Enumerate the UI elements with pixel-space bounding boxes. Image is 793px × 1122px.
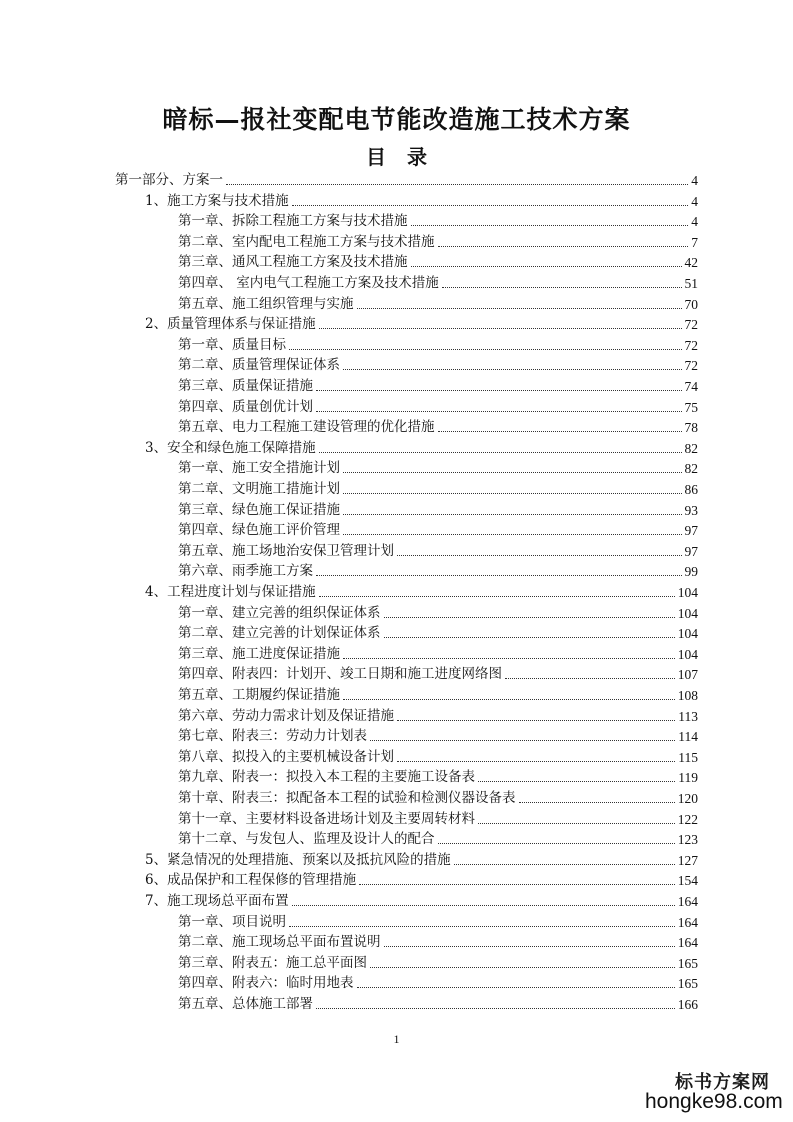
toc-entry-page: 86: [684, 482, 698, 497]
toc-entry-label: 第十二章、与发包人、监理及设计人的配合: [178, 831, 435, 848]
toc-leader-dots: [343, 493, 682, 494]
toc-entry-page: 104: [677, 605, 698, 621]
toc-entry[interactable]: [178, 662, 698, 683]
toc-entry[interactable]: [145, 868, 698, 889]
toc-leader-dots: [519, 802, 675, 803]
toc-entry-label: 第三章、通风工程施工方案及技术措施: [178, 254, 408, 271]
toc-leader-dots: [505, 678, 675, 679]
toc-entry[interactable]: [178, 601, 698, 622]
toc-entry-page: 123: [677, 832, 698, 848]
toc-leader-dots: [292, 205, 689, 206]
toc-entry-label: 第一章、项目说明: [178, 913, 286, 930]
toc-entry[interactable]: [178, 559, 698, 580]
toc-entry-page: 113: [678, 708, 698, 724]
toc-entry-label: 第一部分、方案一: [115, 172, 223, 188]
toc-leader-dots: [397, 720, 675, 721]
toc-entry-page: 154: [677, 873, 698, 889]
toc-entry-page: 115: [678, 749, 698, 765]
toc-entry-label: 第一章、施工安全措施计划: [178, 460, 340, 477]
toc-entry-label: 第一章、质量目标: [178, 336, 286, 353]
toc-leader-dots: [316, 411, 682, 412]
toc-entry[interactable]: [145, 580, 698, 601]
toc-entry-page: 104: [677, 626, 698, 642]
toc-leader-dots: [292, 905, 675, 906]
toc-leader-dots: [442, 287, 682, 288]
toc-leader-dots: [343, 472, 682, 473]
toc-entry-label: 第十一章、主要材料设备进场计划及主要周转材料: [178, 810, 475, 827]
toc-entry-label: 2、质量管理体系与保证措施: [145, 316, 316, 333]
toc-entry-page: 164: [677, 894, 698, 909]
toc-leader-dots: [454, 864, 675, 865]
toc-leader-dots: [397, 555, 682, 556]
toc-entry-label: 第八章、拟投入的主要机械设备计划: [178, 748, 394, 765]
toc-entry-page: 120: [677, 791, 698, 806]
toc-entry-label: 6、成品保护和工程保修的管理措施: [145, 872, 357, 889]
toc-leader-dots: [370, 740, 675, 741]
toc-entry-page: 82: [684, 440, 698, 456]
toc-leader-dots: [319, 328, 682, 329]
toc-entry-label: 第三章、质量保证措施: [178, 378, 313, 394]
toc-leader-dots: [319, 596, 675, 597]
toc-leader-dots: [411, 266, 682, 267]
toc-entry[interactable]: [145, 848, 698, 869]
toc-entry[interactable]: [178, 498, 698, 519]
toc-entry-label: 第三章、附表五：施工总平面图: [178, 954, 367, 971]
toc-leader-dots: [357, 308, 682, 309]
toc-leader-dots: [343, 658, 675, 659]
toc-entry-page: 70: [684, 296, 698, 312]
toc-entry-label: 4、工程进度计划与保证措施: [145, 584, 316, 600]
toc-entry[interactable]: [178, 910, 698, 931]
toc-leader-dots: [384, 617, 675, 618]
toc-leader-dots: [316, 390, 682, 391]
toc-entry[interactable]: [145, 312, 698, 333]
toc-entry-page: 165: [677, 955, 698, 971]
toc-entry-label: 第二章、施工现场总平面布置说明: [178, 934, 381, 951]
toc-entry-label: 第四章、绿色施工评价管理: [178, 522, 340, 539]
toc-entry-label: 第二章、室内配电工程施工方案与技术措施: [178, 233, 435, 250]
toc-entry-page: 104: [677, 646, 698, 662]
toc-entry-page: 78: [684, 420, 698, 436]
toc-entry-page: 166: [677, 997, 698, 1012]
toc-entry-label: 第四章、质量创优计划: [178, 398, 313, 415]
toc-entry-page: 122: [677, 811, 698, 827]
toc-entry[interactable]: [145, 436, 698, 457]
toc-entry-page: 72: [684, 337, 698, 353]
toc-entry[interactable]: [178, 333, 698, 354]
toc-entry-page: 114: [678, 729, 698, 745]
toc-entry[interactable]: [145, 889, 698, 910]
toc-entry-label: 第五章、施工组织管理与实施: [178, 295, 354, 312]
toc-entry-page: 82: [684, 461, 698, 477]
toc-leader-dots: [343, 699, 675, 700]
toc-entry-page: 164: [677, 914, 698, 930]
toc-entry-page: 119: [678, 770, 698, 786]
toc-leader-dots: [343, 369, 682, 370]
toc-entry-label: 第七章、附表三：劳动力计划表: [178, 728, 367, 745]
toc-entry[interactable]: [178, 642, 698, 663]
toc-entry-label: 第二章、质量管理保证体系: [178, 357, 340, 374]
toc-entry[interactable]: [178, 374, 698, 395]
toc-leader-dots: [357, 987, 675, 988]
toc-entry-page: 42: [684, 255, 698, 271]
toc-entry[interactable]: [178, 951, 698, 972]
toc-entry[interactable]: [178, 230, 698, 251]
toc-entry-page: 4: [691, 193, 698, 209]
toc-entry-label: 第一章、建立完善的组织保证体系: [178, 604, 381, 621]
toc-entry[interactable]: [178, 250, 698, 271]
toc-entry[interactable]: [178, 992, 698, 1013]
toc-entry[interactable]: [178, 415, 698, 436]
toc-leader-dots: [411, 225, 689, 226]
toc-entry-label: 第五章、电力工程施工建设管理的优化措施: [178, 419, 435, 436]
toc-leader-dots: [226, 184, 688, 185]
toc-entry-page: 51: [684, 276, 698, 291]
toc-entry[interactable]: [178, 807, 698, 828]
toc-entry-page: 99: [684, 564, 698, 580]
toc-entry-label: 5、紧急情况的处理措施、预案以及抵抗风险的措施: [145, 851, 451, 868]
toc-entry-label: 第二章、文明施工措施计划: [178, 481, 340, 497]
toc-leader-dots: [316, 575, 682, 576]
toc-entry-page: 97: [684, 523, 698, 539]
toc-entry-label: 第三章、施工进度保证措施: [178, 645, 340, 662]
toc-entry-page: 104: [677, 585, 698, 600]
toc-entry[interactable]: [178, 683, 698, 704]
toc-entry[interactable]: [178, 539, 698, 560]
toc-leader-dots: [478, 823, 675, 824]
toc-entry-label: 第一章、拆除工程施工方案与技术措施: [178, 213, 408, 230]
toc-leader-dots: [343, 534, 682, 535]
toc-entry[interactable]: [178, 518, 698, 539]
toc-leader-dots: [319, 452, 682, 453]
toc-leader-dots: [289, 926, 675, 927]
toc-entry-page: 72: [684, 358, 698, 374]
toc-leader-dots: [397, 761, 675, 762]
toc-entry-page: 93: [684, 502, 698, 518]
page-number: 1: [393, 1032, 400, 1046]
toc-leader-dots: [316, 1008, 675, 1009]
toc-entry-label: 第四章、 室内电气工程施工方案及技术措施: [178, 275, 439, 291]
toc-entry[interactable]: [178, 930, 698, 951]
toc-entry[interactable]: [178, 477, 698, 498]
toc-leader-dots: [438, 843, 675, 844]
watermark-url: hongke98.com: [645, 1090, 783, 1113]
toc-entry-page: 127: [677, 852, 698, 868]
toc-entry-page: 4: [691, 173, 698, 188]
toc-leader-dots: [478, 781, 675, 782]
toc-entry[interactable]: [178, 704, 698, 725]
toc-entry-label: 第二章、建立完善的计划保证体系: [178, 625, 381, 642]
toc-entry[interactable]: [145, 189, 698, 210]
toc-entry[interactable]: [178, 353, 698, 374]
toc-entry[interactable]: [178, 786, 698, 807]
toc-entry-label: 第九章、附表一：拟投入本工程的主要施工设备表: [178, 769, 475, 786]
toc-entry-label: 3、安全和绿色施工保障措施: [145, 439, 316, 456]
toc-entry[interactable]: [178, 395, 698, 416]
toc-entry-label: 第五章、总体施工部署: [178, 996, 313, 1012]
toc-leader-dots: [384, 946, 675, 947]
toc-leader-dots: [384, 637, 675, 638]
toc-entry-page: 74: [684, 379, 698, 394]
toc-entry-label: 1、施工方案与技术措施: [145, 192, 289, 209]
toc-entry-label: 7、施工现场总平面布置: [145, 893, 289, 909]
toc-entry-page: 72: [684, 317, 698, 333]
toc-entry-label: 第六章、雨季施工方案: [178, 563, 313, 580]
toc-entry-page: 4: [691, 214, 698, 230]
toc-entry-label: 第六章、劳动力需求计划及保证措施: [178, 707, 394, 724]
toc-entry-page: 165: [677, 976, 698, 992]
toc-entry-label: 第四章、附表六：临时用地表: [178, 975, 354, 992]
document-title: 暗标—报社变配电节能改造施工技术方案: [162, 105, 631, 134]
toc-entry[interactable]: [178, 621, 698, 642]
toc-entry-label: 第三章、绿色施工保证措施: [178, 501, 340, 518]
toc-entry-page: 97: [684, 543, 698, 559]
toc-entry[interactable]: [115, 168, 698, 189]
toc-entry[interactable]: [178, 971, 698, 992]
toc-entry-page: 164: [677, 935, 698, 951]
toc-entry-page: 107: [677, 667, 698, 683]
toc-entry-label: 第十章、附表三：拟配备本工程的试验和检测仪器设备表: [178, 790, 516, 806]
toc-leader-dots: [438, 246, 689, 247]
toc-entry[interactable]: [178, 209, 698, 230]
toc-entry[interactable]: [178, 271, 698, 292]
toc-entry-label: 第四章、附表四：计划开、竣工日期和施工进度网络图: [178, 666, 502, 683]
toc-leader-dots: [438, 431, 682, 432]
watermark-name: 标书方案网: [675, 1072, 770, 1093]
toc-leader-dots: [370, 967, 675, 968]
toc-leader-dots: [359, 884, 675, 885]
toc-entry[interactable]: [178, 456, 698, 477]
toc-heading: 目 录: [366, 145, 427, 169]
toc-entry-label: 第五章、施工场地治安保卫管理计划: [178, 542, 394, 559]
toc-entry-page: 108: [677, 688, 698, 703]
toc-entry[interactable]: [178, 827, 698, 848]
toc-leader-dots: [343, 514, 682, 515]
toc-leader-dots: [289, 349, 682, 350]
toc-entry[interactable]: [178, 765, 698, 786]
toc-entry[interactable]: [178, 724, 698, 745]
toc-entry-page: 7: [691, 234, 698, 250]
toc-entry-page: 75: [684, 399, 698, 415]
toc-entry[interactable]: [178, 292, 698, 313]
toc-entry[interactable]: [178, 745, 698, 766]
toc-entry-label: 第五章、工期履约保证措施: [178, 687, 340, 703]
